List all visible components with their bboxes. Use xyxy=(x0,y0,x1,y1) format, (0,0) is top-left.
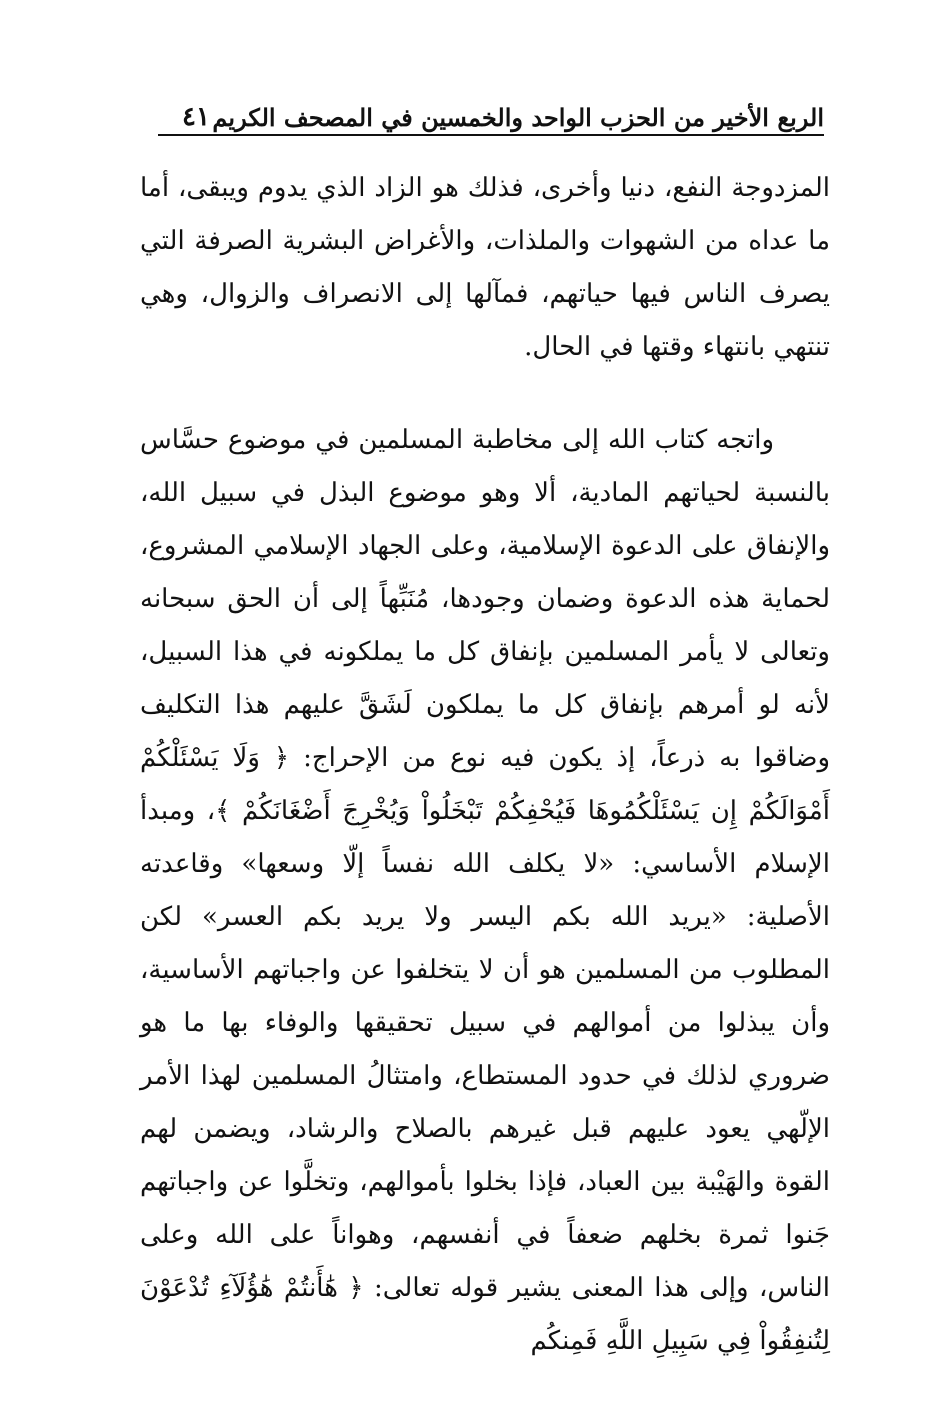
paragraph-1: المزدوجة النفع، دنيا وأخرى، فذلك هو الزاد الذي يدوم ويبقى، أما ما عداه من الشهوات والملذات، والأغراض البشرية الصرفة التي يصرف الناس فيها حياتهم، فمآلها إلى الانصراف والزوال، وهي تنتهي بانتهاء وقتها في الحال. xyxy=(140,173,830,362)
running-header-title: الربع الأخير من الحزب الواحد والخمسين في المصحف الكريم xyxy=(212,103,824,132)
body-text xyxy=(140,162,830,1368)
page-number: ٤١ xyxy=(182,102,210,132)
header-rule xyxy=(158,134,824,136)
paragraph-2: واتجه كتاب الله إلى مخاطبة المسلمين في موضوع حسَّاس بالنسبة لحياتهم المادية، ألا وهو موضوع البذل في سبيل الله، والإنفاق على الدعوة الإسلامية، وعلى الجهاد الإسلامي المشروع، لحماية هذه الدعوة وضمان وجودها، مُنَبِّهاً إلى أن الحق سبحانه وتعالى لا يأمر المسلمين بإنفاق كل ما يملكونه في هذا السبيل، لأنه لو أمرهم بإنفاق كل ما يملكون لَشَقَّ عليهم هذا التكليف وضاقوا به ذرعاً، إذ يكون فيه نوع من الإحراج: ﴿ وَلَا يَسْئَلْكُمْ أَمْوَالَكُمْ إِن يَسْئَلْكُمُوهَا فَيُحْفِكُمْ تَبْخَلُواْ وَيُخْرِجَ أَضْغَانَكُمْ ﴾، ومبدأ الإسلام الأساسي: «لا يكلف الله نفساً إلّا وسعها» وقاعدته الأصلية: «يريد الله بكم اليسر ولا يريد بكم العسر» لكن المطلوب من المسلمين هو أن لا يتخلفوا عن واجباتهم الأساسية، وأن يبذلوا من أموالهم في سبيل تحقيقها والوفاء بها ما هو ضروري لذلك في حدود المستطاع، وامتثالُ المسلمين لهذا الأمر الإلّهي يعود عليهم قبل غيرهم بالصلاح والرشاد، ويضمن لهم القوة والهَيْبة بين العباد، فإذا بخلوا بأموالهم، وتخلَّوا عن واجباتهم جَنوا ثمرة بخلهم ضعفاً في أنفسهم، وهواناً على الله وعلى الناس، وإلى هذا المعنى يشير قوله تعالى: ﴿ هَٰأَنتُمْ هَٰؤُلَآءِ تُدْعَوْنَ لِتُنفِقُواْ فِي سَبِيلِ اللَّهِ فَمِنكُم xyxy=(140,425,830,1356)
running-header xyxy=(158,92,824,132)
